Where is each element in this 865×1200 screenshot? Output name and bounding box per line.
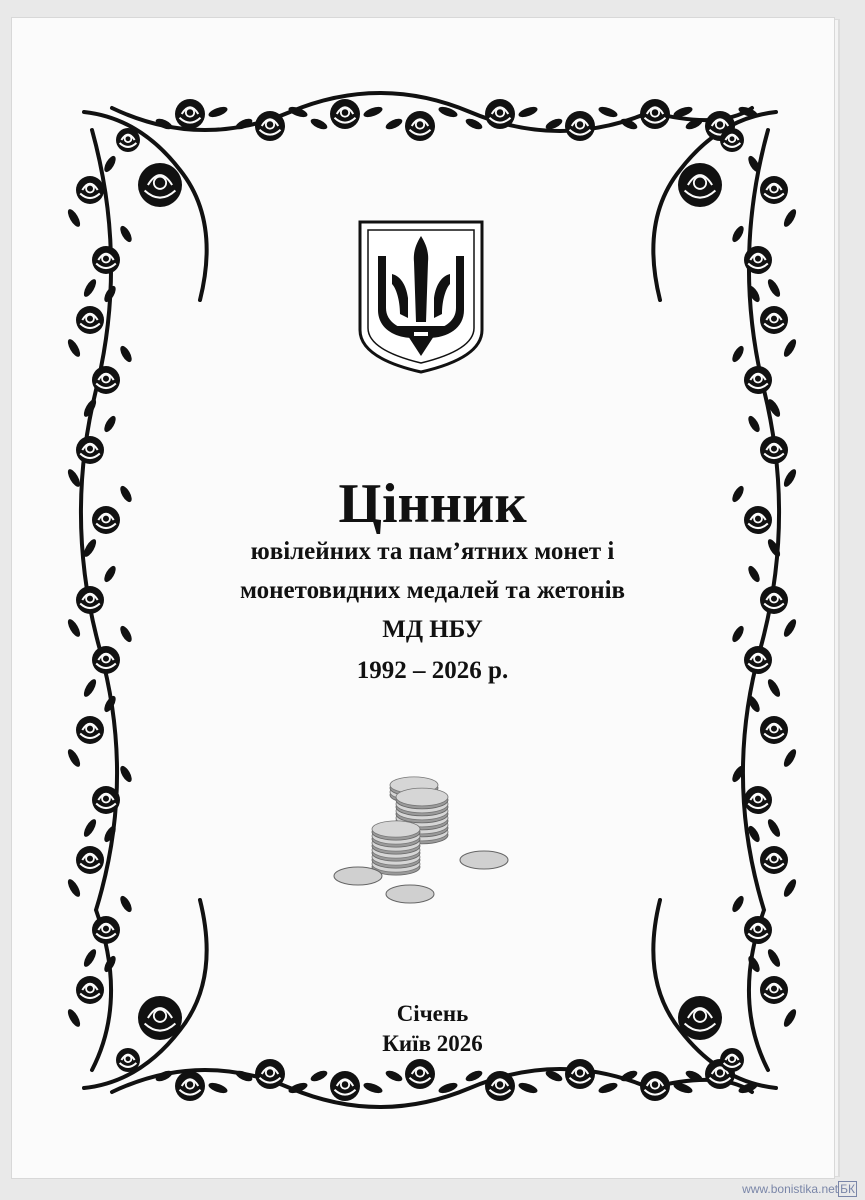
subtitle-line-1: ювілейних та пам’ятних монет і: [250, 538, 615, 565]
coin-stacks-icon: [326, 752, 516, 912]
subtitle-line-3: МД НБУ: [382, 616, 483, 643]
publication-place-year: Київ 2026: [382, 1031, 483, 1056]
booklet-title: Цінник: [338, 473, 527, 535]
publication-month: Січень: [396, 1001, 469, 1026]
subtitle-line-4: 1992 – 2026 р.: [356, 657, 509, 684]
watermark-site: www.bonistika.net: [742, 1182, 839, 1196]
trident-coat-of-arms-icon: [356, 218, 486, 376]
subtitle-line-2: монетовидних медалей та жетонів: [239, 577, 626, 604]
watermark: [742, 1182, 857, 1196]
watermark-badge: БК: [840, 1182, 855, 1196]
